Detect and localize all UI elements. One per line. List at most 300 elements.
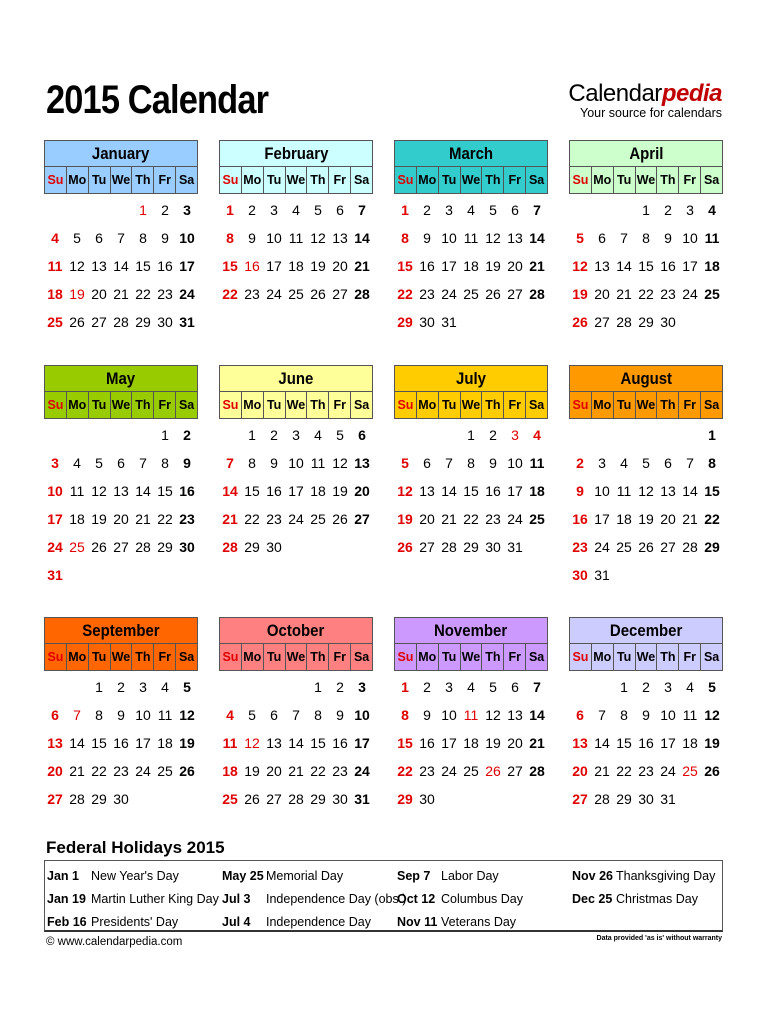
holiday-row xyxy=(572,888,742,911)
day-cell: 3 xyxy=(183,202,191,218)
weekday-header-row xyxy=(219,167,373,194)
day-cell: 10 xyxy=(354,707,370,723)
day-cell: 7 xyxy=(226,455,234,471)
day-cell: 22 xyxy=(91,763,107,779)
holiday-date: Jul 4 xyxy=(222,915,251,929)
day-cell: 13 xyxy=(332,230,348,246)
day-cell: 14 xyxy=(354,230,370,246)
day-cell: 6 xyxy=(511,202,519,218)
day-cell: 6 xyxy=(511,679,519,695)
month-header xyxy=(569,365,723,392)
day-cell: 31 xyxy=(594,567,610,583)
day-cell: 21 xyxy=(288,763,304,779)
weekday-label: Tu xyxy=(263,392,285,418)
day-cell: 15 xyxy=(157,483,173,499)
weekday-label: Su xyxy=(222,650,239,664)
day-cell: 8 xyxy=(161,455,169,471)
empty-cell xyxy=(66,673,88,701)
day-cell: 15 xyxy=(463,483,479,499)
month-name: April xyxy=(628,144,664,163)
empty-cell xyxy=(285,673,307,701)
weekday-label: Sa xyxy=(525,392,547,418)
empty-cell xyxy=(219,421,241,449)
day-cell: 20 xyxy=(507,735,523,751)
month-june xyxy=(219,365,373,561)
day-cell: 21 xyxy=(682,511,698,527)
day-cell: 10 xyxy=(135,707,151,723)
federal-holidays-table xyxy=(44,860,723,932)
day-cell: 7 xyxy=(73,707,81,723)
day-cell: 24 xyxy=(682,286,698,302)
footer-disclaimer: Data provided 'as is' without warranty xyxy=(596,935,722,942)
day-cell: 17 xyxy=(354,735,370,751)
weekday-header-row xyxy=(44,644,198,671)
day-cell: 19 xyxy=(397,511,413,527)
day-cell: 14 xyxy=(682,483,698,499)
day-cell: 28 xyxy=(616,314,632,330)
day-cell: 5 xyxy=(576,230,584,246)
day-grid xyxy=(394,421,548,561)
holiday-date: Nov 26 xyxy=(572,869,613,883)
day-cell: 29 xyxy=(135,314,151,330)
day-grid xyxy=(44,421,198,589)
day-cell: 23 xyxy=(113,763,129,779)
day-cell: 23 xyxy=(638,763,654,779)
day-cell: 7 xyxy=(598,707,606,723)
day-cell: 12 xyxy=(572,258,588,274)
day-cell: 21 xyxy=(529,258,545,274)
day-cell: 18 xyxy=(222,763,238,779)
day-cell: 1 xyxy=(161,427,169,443)
weekday-label: Mo xyxy=(66,167,88,193)
day-cell: 24 xyxy=(507,511,523,527)
day-cell: 11 xyxy=(47,258,63,274)
day-cell: 10 xyxy=(179,230,195,246)
day-cell: 9 xyxy=(183,455,191,471)
holiday-column xyxy=(572,865,742,911)
day-grid xyxy=(569,196,723,336)
day-cell: 12 xyxy=(397,483,413,499)
day-cell: 18 xyxy=(463,258,479,274)
empty-cell xyxy=(110,421,132,449)
weekday-label: Th xyxy=(656,644,678,670)
day-cell: 12 xyxy=(638,483,654,499)
day-cell: 22 xyxy=(244,511,260,527)
month-september xyxy=(44,617,198,813)
day-cell: 30 xyxy=(638,791,654,807)
month-header xyxy=(219,617,373,644)
weekday-label: Th xyxy=(656,167,678,193)
day-cell: 27 xyxy=(354,511,370,527)
day-cell: 27 xyxy=(113,539,129,555)
day-cell: 27 xyxy=(419,539,435,555)
day-cell: 26 xyxy=(638,539,654,555)
weekday-label: Fr xyxy=(503,167,525,193)
weekday-header-row xyxy=(394,392,548,419)
day-cell: 9 xyxy=(161,230,169,246)
day-cell: 4 xyxy=(292,202,300,218)
day-cell: 28 xyxy=(594,791,610,807)
federal-holidays-title: Federal Holidays 2015 xyxy=(46,838,225,857)
day-cell: 11 xyxy=(529,455,545,471)
day-cell: 30 xyxy=(179,539,195,555)
weekday-label: Sa xyxy=(350,392,372,418)
holiday-name: New Year's Day xyxy=(91,869,179,883)
holiday-date: Oct 12 xyxy=(397,892,436,906)
day-cell: 9 xyxy=(117,707,125,723)
day-cell: 11 xyxy=(157,707,173,723)
day-cell: 18 xyxy=(616,511,632,527)
holiday-date: Dec 25 xyxy=(572,892,613,906)
day-cell: 29 xyxy=(616,791,632,807)
footer-website[interactable]: © www.calendarpedia.com xyxy=(46,936,183,948)
day-cell: 25 xyxy=(704,286,720,302)
month-header xyxy=(569,617,723,644)
day-cell: 26 xyxy=(332,511,348,527)
weekday-label: Th xyxy=(656,392,678,418)
empty-cell xyxy=(613,196,635,224)
day-grid xyxy=(44,196,198,336)
day-cell: 26 xyxy=(179,763,195,779)
day-cell: 4 xyxy=(226,707,234,723)
day-cell: 19 xyxy=(244,763,260,779)
day-cell: 1 xyxy=(642,202,650,218)
day-cell: 11 xyxy=(704,230,720,246)
weekday-label: Th xyxy=(131,392,153,418)
day-cell: 3 xyxy=(358,679,366,695)
day-cell: 23 xyxy=(419,286,435,302)
day-cell: 15 xyxy=(397,735,413,751)
day-grid xyxy=(394,196,548,336)
day-cell: 31 xyxy=(354,791,370,807)
day-cell: 23 xyxy=(157,286,173,302)
day-cell: 12 xyxy=(310,230,326,246)
brand-logo[interactable] xyxy=(568,80,722,120)
day-cell: 26 xyxy=(91,539,107,555)
day-cell: 5 xyxy=(489,679,497,695)
day-cell: 31 xyxy=(660,791,676,807)
day-cell: 21 xyxy=(354,258,370,274)
day-cell: 7 xyxy=(620,230,628,246)
holiday-row xyxy=(397,865,567,888)
day-cell: 2 xyxy=(248,202,256,218)
day-cell: 24 xyxy=(288,511,304,527)
day-cell: 1 xyxy=(467,427,475,443)
day-cell: 22 xyxy=(616,763,632,779)
day-cell: 29 xyxy=(244,539,260,555)
weekday-label: We xyxy=(460,392,482,418)
day-cell: 5 xyxy=(73,230,81,246)
weekday-label: Tu xyxy=(263,167,285,193)
day-cell: 20 xyxy=(47,763,63,779)
day-cell: 3 xyxy=(511,427,519,443)
day-cell: 22 xyxy=(135,286,151,302)
day-cell: 17 xyxy=(507,483,523,499)
day-cell: 18 xyxy=(157,735,173,751)
month-name: January xyxy=(92,144,150,163)
day-cell: 29 xyxy=(157,539,173,555)
day-cell: 2 xyxy=(117,679,125,695)
holiday-row xyxy=(397,888,567,911)
day-cell: 25 xyxy=(310,511,326,527)
day-cell: 14 xyxy=(113,258,129,274)
weekday-label: Sa xyxy=(700,644,722,670)
day-cell: 19 xyxy=(485,735,501,751)
month-header xyxy=(569,140,723,167)
day-cell: 24 xyxy=(594,539,610,555)
day-cell: 6 xyxy=(598,230,606,246)
empty-cell xyxy=(88,196,110,224)
day-cell: 7 xyxy=(533,202,541,218)
day-cell: 3 xyxy=(445,202,453,218)
day-cell: 11 xyxy=(310,455,326,471)
day-cell: 3 xyxy=(51,455,59,471)
holiday-name: Veterans Day xyxy=(441,915,517,929)
day-cell: 16 xyxy=(419,735,435,751)
day-cell: 29 xyxy=(463,539,479,555)
holiday-row xyxy=(47,888,217,911)
day-cell: 15 xyxy=(704,483,720,499)
day-cell: 5 xyxy=(708,679,716,695)
weekday-label: Su xyxy=(47,173,64,187)
day-cell: 13 xyxy=(419,483,435,499)
empty-cell xyxy=(394,421,416,449)
day-cell: 30 xyxy=(157,314,173,330)
day-cell: 27 xyxy=(572,791,588,807)
weekday-label: Fr xyxy=(503,644,525,670)
day-cell: 7 xyxy=(533,679,541,695)
weekday-label: Tu xyxy=(613,644,635,670)
holiday-date: Jul 3 xyxy=(222,892,251,906)
day-cell: 16 xyxy=(572,511,588,527)
day-cell: 28 xyxy=(682,539,698,555)
day-cell: 26 xyxy=(485,763,501,779)
month-october xyxy=(219,617,373,813)
day-grid xyxy=(219,196,373,308)
day-cell: 30 xyxy=(572,567,588,583)
empty-cell xyxy=(66,196,88,224)
day-cell: 1 xyxy=(314,679,322,695)
day-cell: 5 xyxy=(336,427,344,443)
holiday-column xyxy=(397,865,567,934)
weekday-label: Fr xyxy=(328,392,350,418)
weekday-label: Fr xyxy=(153,644,175,670)
month-name: May xyxy=(106,369,136,388)
weekday-label: Su xyxy=(397,650,414,664)
month-name: March xyxy=(448,144,494,163)
day-cell: 19 xyxy=(485,258,501,274)
day-cell: 18 xyxy=(463,735,479,751)
weekday-label: Sa xyxy=(350,644,372,670)
day-cell: 26 xyxy=(244,791,260,807)
day-cell: 25 xyxy=(682,763,698,779)
day-cell: 5 xyxy=(489,202,497,218)
weekday-label: Sa xyxy=(175,644,197,670)
weekday-label: Fr xyxy=(328,167,350,193)
holiday-name: Independence Day xyxy=(266,915,371,929)
day-cell: 14 xyxy=(529,707,545,723)
day-cell: 6 xyxy=(358,427,366,443)
day-cell: 4 xyxy=(314,427,322,443)
month-header xyxy=(394,617,548,644)
weekday-label: Sa xyxy=(350,167,372,193)
day-cell: 24 xyxy=(179,286,195,302)
holiday-row xyxy=(47,911,217,934)
day-cell: 30 xyxy=(660,314,676,330)
weekday-label: Su xyxy=(572,650,589,664)
weekday-label: Su xyxy=(397,173,414,187)
day-cell: 17 xyxy=(682,258,698,274)
day-cell: 27 xyxy=(507,286,523,302)
day-cell: 19 xyxy=(69,286,85,302)
day-cell: 9 xyxy=(270,455,278,471)
day-cell: 16 xyxy=(332,735,348,751)
day-cell: 14 xyxy=(288,735,304,751)
empty-cell xyxy=(44,421,66,449)
day-cell: 17 xyxy=(288,483,304,499)
day-cell: 1 xyxy=(248,427,256,443)
holiday-row xyxy=(222,865,392,888)
holiday-name: Memorial Day xyxy=(266,869,344,883)
day-cell: 21 xyxy=(69,763,85,779)
day-cell: 16 xyxy=(638,735,654,751)
weekday-label: We xyxy=(635,167,657,193)
empty-cell xyxy=(263,673,285,701)
day-cell: 19 xyxy=(91,511,107,527)
holiday-date: Jan 1 xyxy=(47,869,79,883)
day-cell: 25 xyxy=(463,286,479,302)
day-cell: 20 xyxy=(660,511,676,527)
day-cell: 5 xyxy=(95,455,103,471)
weekday-header-row xyxy=(394,167,548,194)
weekday-label: Mo xyxy=(591,644,613,670)
holiday-date: Sep 7 xyxy=(397,869,431,883)
empty-cell xyxy=(591,421,613,449)
day-cell: 17 xyxy=(47,511,63,527)
holiday-name: Labor Day xyxy=(441,869,499,883)
weekday-label: Fr xyxy=(153,392,175,418)
day-cell: 8 xyxy=(467,455,475,471)
day-cell: 13 xyxy=(47,735,63,751)
day-cell: 6 xyxy=(270,707,278,723)
day-cell: 15 xyxy=(397,258,413,274)
day-cell: 16 xyxy=(157,258,173,274)
weekday-label: Mo xyxy=(591,392,613,418)
day-cell: 1 xyxy=(139,202,147,218)
month-header xyxy=(44,365,198,392)
brand-name-b: pedia xyxy=(661,80,722,107)
month-december xyxy=(569,617,723,813)
day-cell: 22 xyxy=(397,763,413,779)
day-cell: 29 xyxy=(704,539,720,555)
holiday-row xyxy=(47,865,217,888)
weekday-label: Th xyxy=(481,392,503,418)
weekday-label: Su xyxy=(47,398,64,412)
weekday-label: Th xyxy=(481,644,503,670)
day-cell: 9 xyxy=(489,455,497,471)
day-cell: 16 xyxy=(179,483,195,499)
weekday-label: We xyxy=(635,392,657,418)
day-cell: 9 xyxy=(576,483,584,499)
weekday-header-row xyxy=(569,167,723,194)
weekday-label: Su xyxy=(222,173,239,187)
day-cell: 3 xyxy=(664,679,672,695)
day-cell: 29 xyxy=(310,791,326,807)
day-cell: 22 xyxy=(704,511,720,527)
day-cell: 18 xyxy=(288,258,304,274)
day-cell: 25 xyxy=(288,286,304,302)
empty-cell xyxy=(44,673,66,701)
day-cell: 20 xyxy=(572,763,588,779)
day-cell: 24 xyxy=(135,763,151,779)
day-cell: 14 xyxy=(441,483,457,499)
day-cell: 2 xyxy=(489,427,497,443)
day-cell: 8 xyxy=(401,707,409,723)
day-cell: 11 xyxy=(69,483,85,499)
weekday-label: Su xyxy=(397,398,414,412)
weekday-label: Fr xyxy=(153,167,175,193)
month-january xyxy=(44,140,198,336)
weekday-header-row xyxy=(219,644,373,671)
day-cell: 20 xyxy=(507,258,523,274)
day-cell: 15 xyxy=(616,735,632,751)
day-cell: 21 xyxy=(222,511,238,527)
weekday-header-row xyxy=(219,392,373,419)
day-grid xyxy=(569,673,723,813)
weekday-label: We xyxy=(460,167,482,193)
empty-cell xyxy=(591,196,613,224)
holiday-date: Jan 19 xyxy=(47,892,86,906)
weekday-label: Th xyxy=(131,167,153,193)
day-cell: 21 xyxy=(594,763,610,779)
day-cell: 13 xyxy=(660,483,676,499)
page-title: 2015 Calendar xyxy=(46,78,269,122)
day-cell: 3 xyxy=(292,427,300,443)
day-cell: 6 xyxy=(117,455,125,471)
day-cell: 6 xyxy=(95,230,103,246)
day-cell: 5 xyxy=(401,455,409,471)
month-header xyxy=(44,140,198,167)
day-cell: 26 xyxy=(704,763,720,779)
day-cell: 17 xyxy=(441,258,457,274)
holiday-name: Independence Day (obs.) xyxy=(266,892,407,906)
weekday-label: Th xyxy=(306,392,328,418)
day-cell: 19 xyxy=(332,483,348,499)
day-cell: 9 xyxy=(336,707,344,723)
day-cell: 10 xyxy=(507,455,523,471)
day-cell: 23 xyxy=(332,763,348,779)
empty-cell xyxy=(591,673,613,701)
day-cell: 15 xyxy=(638,258,654,274)
day-cell: 18 xyxy=(682,735,698,751)
month-april xyxy=(569,140,723,336)
day-cell: 2 xyxy=(664,202,672,218)
weekday-label: Mo xyxy=(66,392,88,418)
holiday-name: Thanksgiving Day xyxy=(616,869,716,883)
day-cell: 18 xyxy=(47,286,63,302)
day-cell: 21 xyxy=(529,735,545,751)
day-cell: 28 xyxy=(69,791,85,807)
empty-cell xyxy=(613,421,635,449)
day-cell: 23 xyxy=(179,511,195,527)
weekday-label: Sa xyxy=(525,644,547,670)
weekday-label: Sa xyxy=(525,167,547,193)
day-cell: 9 xyxy=(423,230,431,246)
day-cell: 1 xyxy=(95,679,103,695)
weekday-label: We xyxy=(110,167,132,193)
weekday-label: Mo xyxy=(416,392,438,418)
day-cell: 8 xyxy=(226,230,234,246)
